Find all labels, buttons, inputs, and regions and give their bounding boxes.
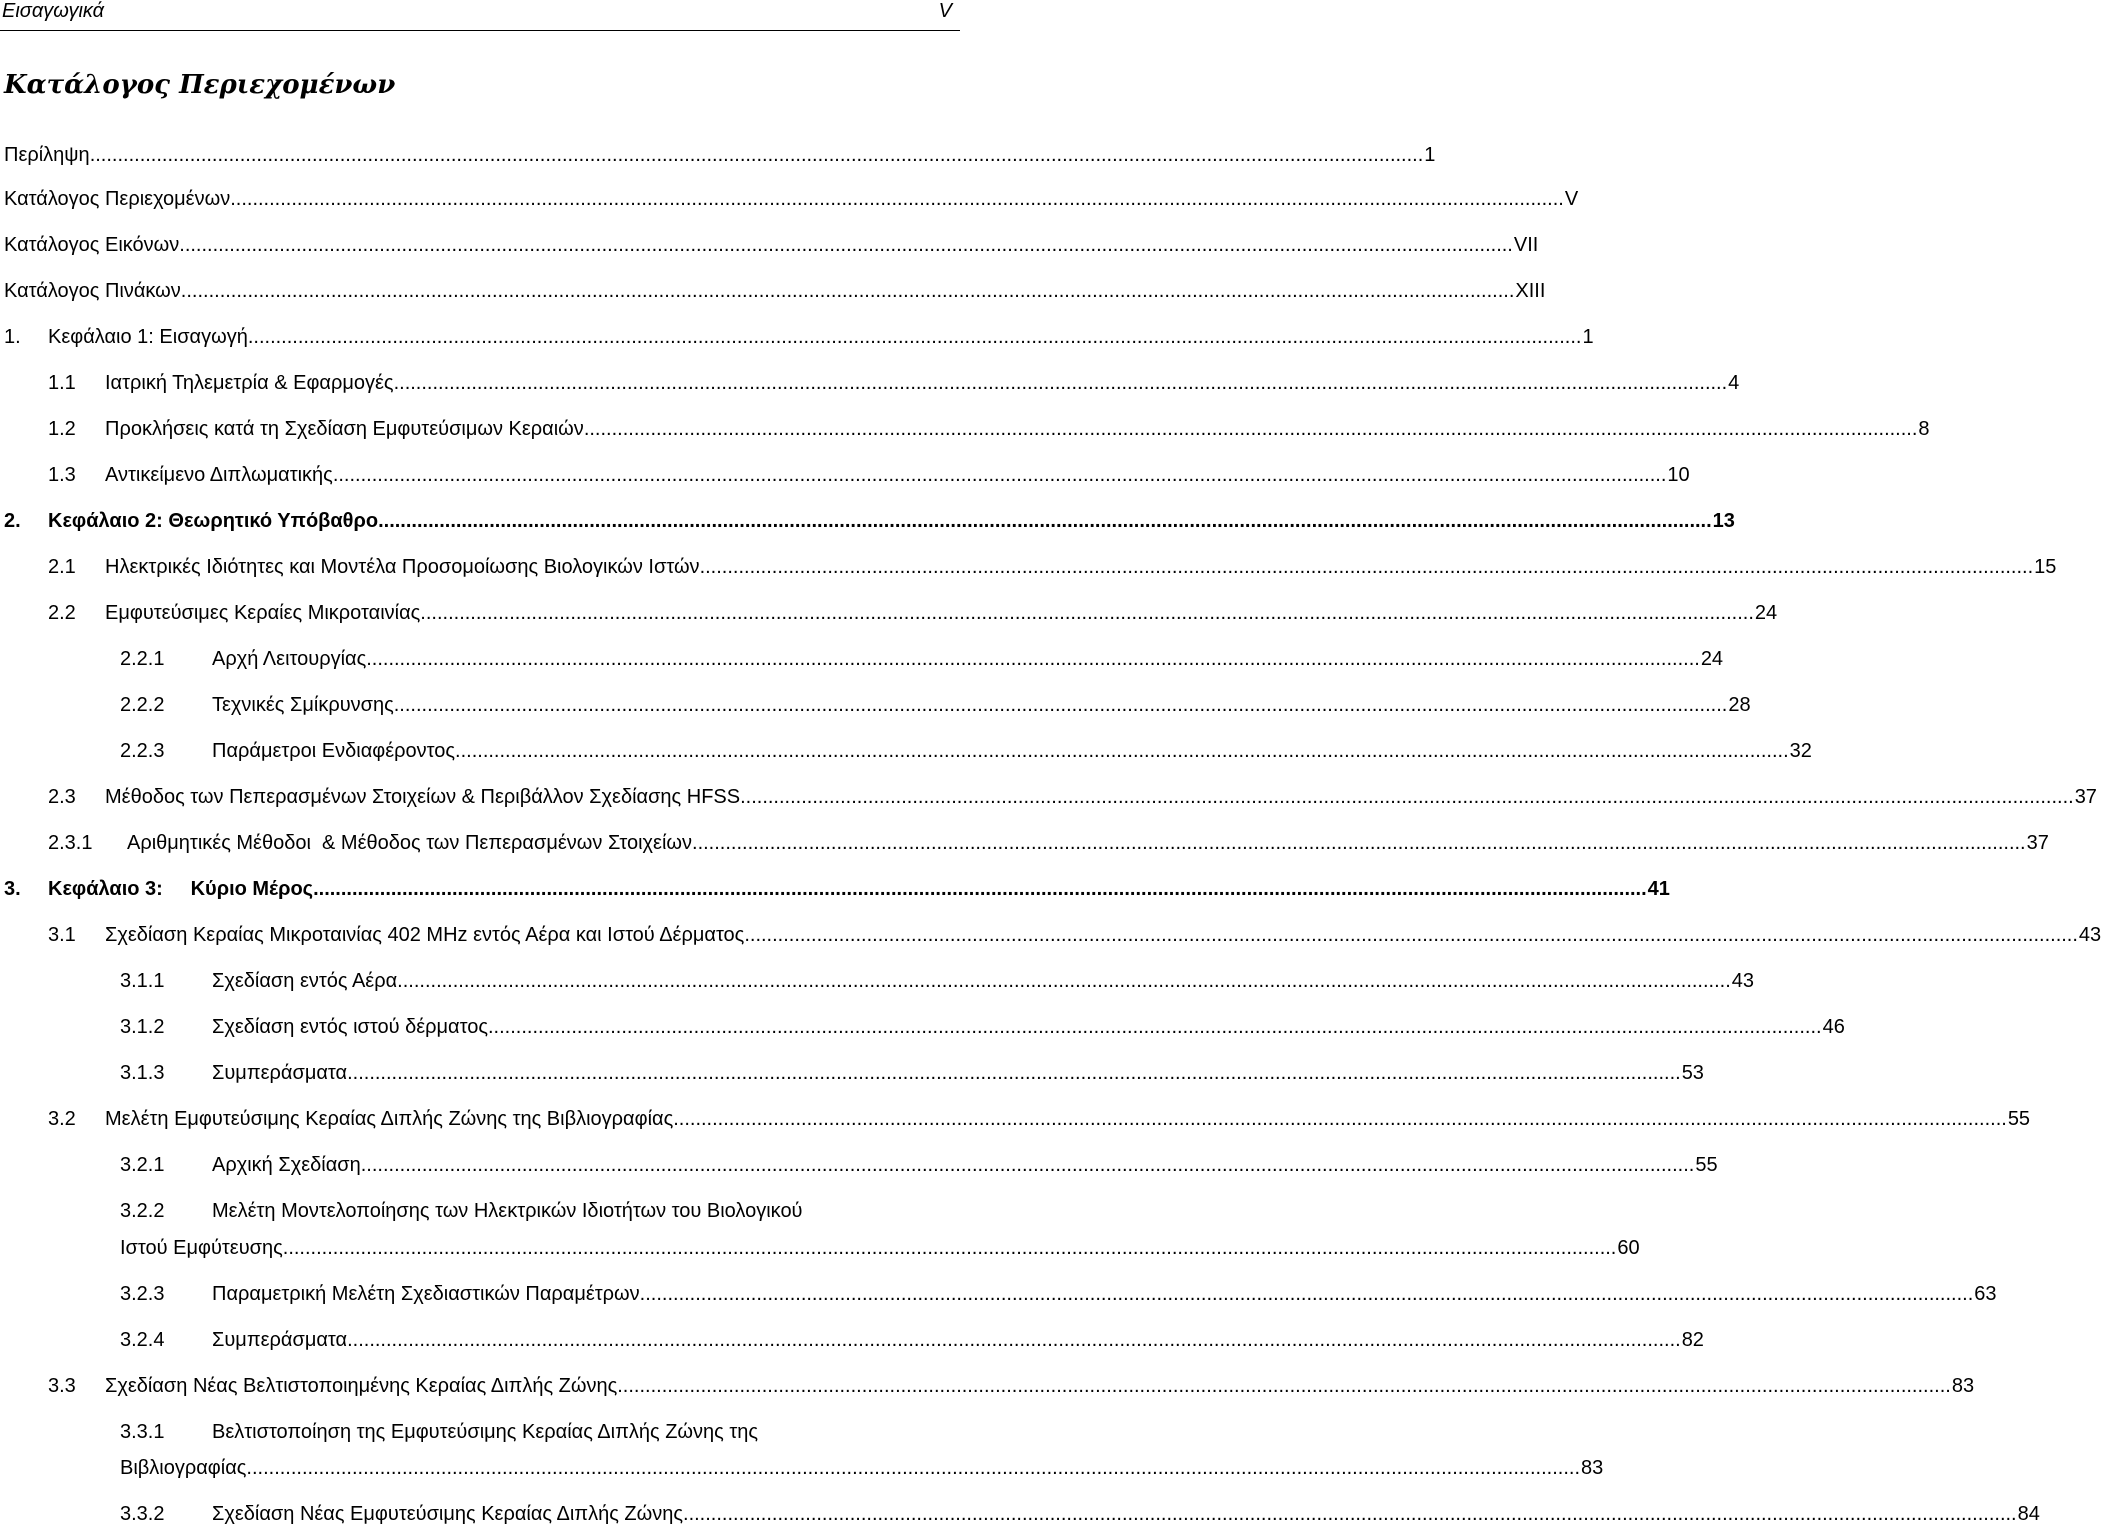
toc-page-number: 37 [2026,832,2049,854]
toc-page-number: 13 [1712,510,1735,532]
toc-entry[interactable] [120,739,1812,763]
toc-entry[interactable] [48,417,1930,441]
toc-page-number: 83 [1951,1375,1975,1397]
toc-entry[interactable] [120,1328,1704,1352]
toc-leader-dots [366,647,1700,671]
toc-entry-line1[interactable] [120,1420,758,1444]
toc-entry-number: 2.1 [48,556,76,578]
toc-entry[interactable] [48,831,2049,855]
toc-entry[interactable] [120,1236,1640,1260]
toc-leader-dots [692,831,2026,855]
toc-entry[interactable] [4,325,1594,349]
toc-entry[interactable] [48,463,1690,487]
toc-leader-dots [488,1015,1822,1039]
toc-entry-number: 1. [4,326,21,348]
toc-leader-dots [740,785,2074,809]
toc-entry-number: 3. [4,878,21,900]
toc-entry-line1[interactable] [120,1199,803,1223]
toc-page-number: 4 [1728,372,1740,394]
toc-leader-dots [90,143,1424,167]
toc-leader-dots [394,371,1728,395]
toc-entry-text: Συμπεράσματα [212,1062,348,1084]
toc-entry[interactable] [120,1153,1718,1177]
toc-leader-dots [333,463,1667,487]
toc-page-number: 43 [1731,970,1755,992]
toc-entry-text: Σχεδίαση εντός Αέρα [212,970,398,992]
toc-leader-dots [397,969,1731,993]
toc-page-number: 63 [1974,1283,1997,1305]
toc-entry[interactable] [48,1374,1975,1398]
toc-leader-dots [283,1236,1617,1260]
toc-entry-number: 3.2.2 [120,1200,165,1222]
toc-entry-number: 3.1.2 [120,1016,165,1038]
toc-entry-text: Αρχική Σχεδίαση [212,1154,361,1176]
toc-leader-dots [347,1328,1681,1352]
toc-page-number: V [1564,188,1579,210]
toc-leader-dots [313,877,1647,901]
toc-entry[interactable] [120,1061,1704,1085]
toc-entry-text: Παραμετρική Μελέτη Σχεδιαστικών Παραμέτρων [212,1283,640,1305]
toc-entry[interactable] [120,647,1724,671]
toc-page-number: 1 [1582,326,1594,348]
toc-entry-number: 3.2 [48,1108,76,1130]
toc-page-number: 10 [1667,464,1690,486]
toc-entry[interactable] [4,233,1539,257]
toc-entry-number: 2.3.1 [48,832,93,854]
toc-leader-dots [673,1107,2007,1131]
toc-entry-text: Σχεδίαση Κεραίας Μικροταινίας 402 MHz εντός Αέρα και Ιστού Δέρματος [105,924,745,946]
toc-leader-dots [181,279,1515,303]
toc-entry[interactable] [120,693,1751,717]
toc-page-number: 1 [1424,144,1436,166]
toc-entry[interactable] [120,1502,2040,1526]
toc-entry-number: 3.3.1 [120,1421,165,1443]
toc-entry-number: 2.2.1 [120,648,165,670]
toc-entry-text: Κεφάλαιο 3: Κύριο Μέρος [48,878,314,900]
toc-entry-text: Βελτιστοποίηση της Εμφυτεύσιμης Κεραίας Διπλής Ζώνης της [212,1421,759,1443]
toc-page-number: 53 [1681,1062,1704,1084]
toc-leader-dots [640,1282,1974,1306]
toc-entry-text: Ιατρική Τηλεμετρία & Εφαρμογές [105,372,394,394]
toc-entry[interactable] [4,279,1546,303]
toc-entry-text: Μέθοδος των Πεπερασμένων Στοιχείων & Περιβάλλον Σχεδίασης HFSS [105,786,741,808]
toc-entry-text: Εμφυτεύσιμες Κεραίες Μικροταινίας [105,602,421,624]
toc-leader-dots [584,417,1918,441]
toc-leader-dots [455,739,1789,763]
toc-leader-dots [347,1061,1681,1085]
header-page-number: V [938,0,952,22]
toc-leader-dots [179,233,1513,257]
toc-entry[interactable] [48,601,1778,625]
toc-entry-text: Τεχνικές Σμίκρυνσης [212,694,394,716]
toc-entry-text: Κεφάλαιο 1: Εισαγωγή [48,326,248,348]
toc-leader-dots [248,325,1582,349]
toc-page-number: 46 [1822,1016,1845,1038]
toc-entry-text: Κατάλογος Πινάκων [4,280,181,302]
toc-entry-text: Ηλεκτρικές Ιδιότητες και Μοντέλα Προσομοίωσης Βιολογικών Ιστών [105,556,700,578]
page-title: Κατάλογος Περιεχομένων [4,70,396,100]
toc-leader-dots [361,1153,1695,1177]
toc-entry-text-continued: Βιβλιογραφίας [120,1457,247,1479]
toc-page-number: 28 [1728,694,1751,716]
toc-page-number: 60 [1617,1237,1640,1259]
toc-entry[interactable] [120,969,1755,993]
toc-entry[interactable] [120,1015,1845,1039]
toc-entry-number: 3.1.1 [120,970,165,992]
toc-page-number: 82 [1681,1329,1704,1351]
toc-entry-number: 3.3 [48,1375,76,1397]
toc-entry-text: Προκλήσεις κατά τη Σχεδίαση Εμφυτεύσιμων Κεραιών [105,418,584,440]
toc-page-number: 43 [2078,924,2101,946]
toc-page-number: VII [1513,234,1539,256]
toc-entry[interactable] [4,187,1579,211]
toc-leader-dots [246,1456,1580,1480]
toc-leader-dots [744,923,2078,947]
toc-entry-text: Σχεδίαση εντός ιστού δέρματος [212,1016,488,1038]
toc-entry-number: 2.2.3 [120,740,165,762]
toc-entry-number: 3.1 [48,924,76,946]
toc-page-number: XIII [1515,280,1546,302]
toc-entry[interactable] [4,877,1670,901]
toc-leader-dots [617,1374,1951,1398]
toc-page-number: 55 [1695,1154,1718,1176]
toc-entry-number: 3.2.4 [120,1329,165,1351]
toc-leader-dots [420,601,1754,625]
toc-page-number: 24 [1754,602,1778,624]
toc-page-number: 84 [2017,1503,2040,1525]
toc-entry-number: 1.3 [48,464,76,486]
toc-page-number: 41 [1647,878,1670,900]
toc-entry[interactable] [48,785,2097,809]
toc-entry-number: 3.2.3 [120,1283,165,1305]
toc-entry-text: Σχεδίαση Νέας Εμφυτεύσιμης Κεραίας Διπλής Ζώνης [212,1503,684,1525]
toc-entry-text: Αριθμητικές Μέθοδοι & Μέθοδος των Πεπερασμένων Στοιχείων [127,832,693,854]
toc-page-number: 8 [1918,418,1930,440]
toc-entry[interactable] [4,509,1735,533]
toc-entry[interactable] [48,923,2101,947]
toc-entry[interactable] [120,1282,1997,1306]
toc-entry[interactable] [48,371,1740,395]
toc-entry-number: 1.2 [48,418,76,440]
toc-leader-dots [683,1502,2017,1526]
toc-entry-number: 2. [4,510,21,532]
toc-page-number: 24 [1700,648,1724,670]
toc-page-number: 55 [2007,1108,2031,1130]
toc-entry-text: Κατάλογος Περιεχομένων [4,188,231,210]
toc-entry[interactable] [120,1456,1604,1480]
toc-entry-text: Περίληψη [4,144,90,166]
toc-page-number: 15 [2034,556,2057,578]
toc-leader-dots [394,693,1728,717]
toc-page-number: 83 [1581,1457,1604,1479]
toc-page-number: 32 [1789,740,1812,762]
toc-leader-dots [700,555,2034,579]
toc-page-number: 37 [2074,786,2097,808]
toc-entry-number: 2.2 [48,602,76,624]
toc-entry-text: Παράμετροι Ενδιαφέροντος [212,740,456,762]
toc-entry-number: 3.1.3 [120,1062,165,1084]
toc-leader-dots [378,509,1712,533]
toc-entry-text: Αντικείμενο Διπλωματικής [105,464,333,486]
toc-entry-text: Σχεδίαση Νέας Βελτιστοποιημένης Κεραίας Διπλής Ζώνης [105,1375,618,1397]
toc-entry-number: 2.2.2 [120,694,165,716]
toc-entry-number: 2.3 [48,786,76,808]
toc-entry-text: Αρχή Λειτουργίας [212,648,367,670]
toc-entry-number: 3.2.1 [120,1154,165,1176]
toc-entry-text: Συμπεράσματα [212,1329,348,1351]
header-section-title: Εισαγωγικά [2,0,105,22]
toc-entry[interactable] [48,1107,2031,1131]
toc-entry-text: Μελέτη Εμφυτεύσιμης Κεραίας Διπλής Ζώνης της Βιβλιογραφίας [105,1108,674,1130]
toc-entry-number: 3.3.2 [120,1503,165,1525]
toc-entry-text: Κεφάλαιο 2: Θεωρητικό Υπόβαθρο [48,510,379,532]
toc-entry-text: Μελέτη Μοντελοποίησης των Ηλεκτρικών Ιδιοτήτων του Βιολογικού [212,1200,803,1222]
toc-entry-number: 1.1 [48,372,76,394]
toc-entry-text-continued: Ιστού Εμφύτευσης [120,1237,283,1259]
toc-leader-dots [230,187,1564,211]
toc-entry[interactable] [4,143,1436,167]
toc-entry[interactable] [48,555,2057,579]
toc-entry-text: Κατάλογος Εικόνων [4,234,180,256]
